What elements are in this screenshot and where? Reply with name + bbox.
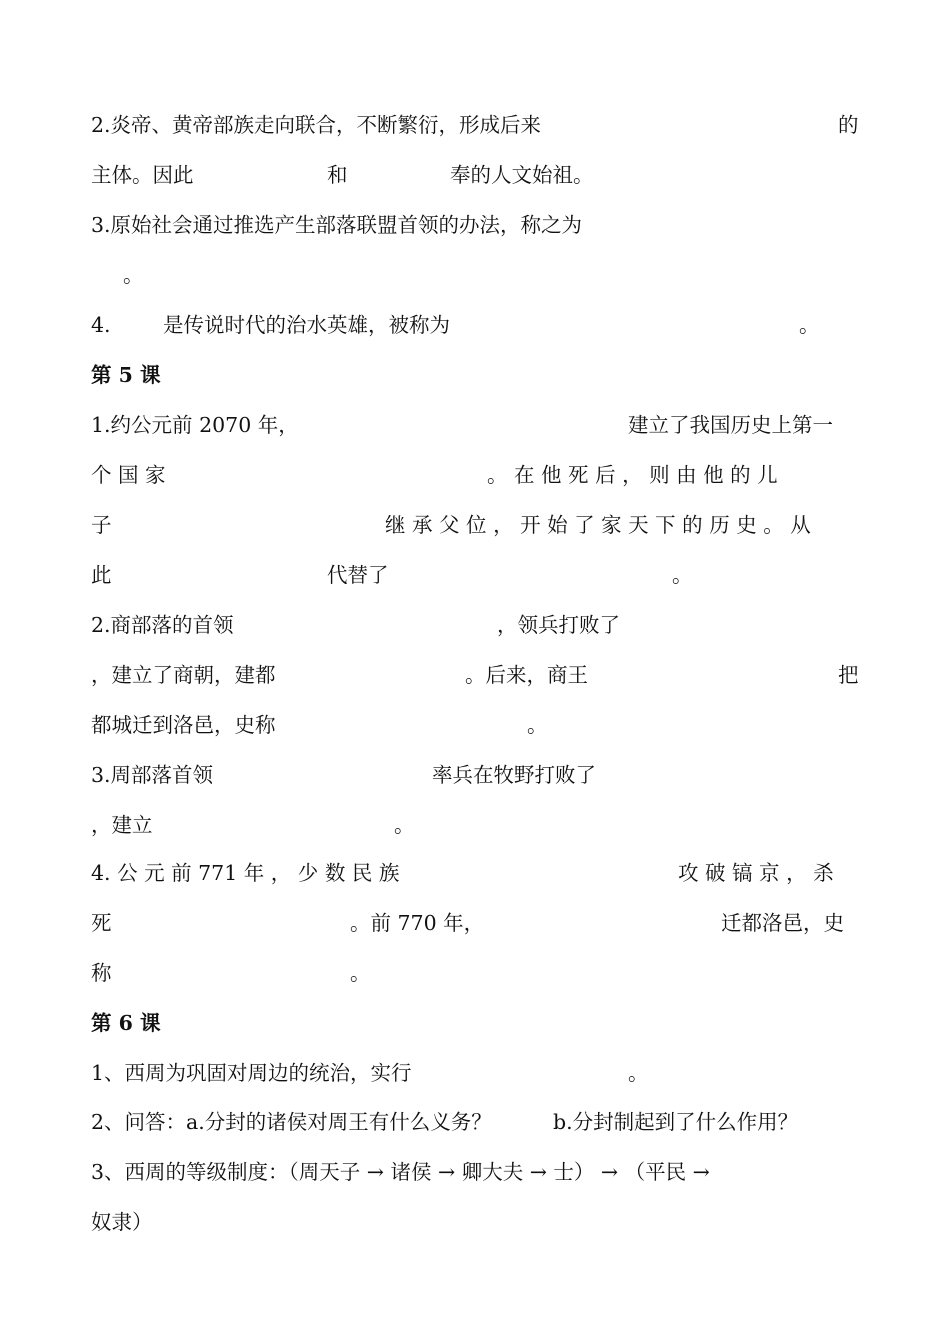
q2-line2-end: 奉的人文始祖。 [450,163,594,187]
l6-q2-text: 2、问答：a.分封的诸侯对周王有什么义务？ [91,1110,492,1134]
q3-line1-text: 3.原始社会通过推选产生部落联盟首领的办法，称之为 [91,213,583,237]
l5-q1-line2-end: 。 在 他 死 后 ， 则 由 他 的 儿 [487,463,778,487]
l5-q4-line1-text: 4. 公 元 前 771 年 ， 少 数 民 族 [91,861,400,885]
l5-q1-line3-end: 继 承 父 位 ， 开 始 了 家 天 下 的 历 史 。 从 [385,513,811,537]
q2-line1-end: 的 [838,113,859,137]
l5-q2-line3-end: 。 [527,713,548,737]
l5-q4-line1-end: 攻 破 镐 京 ， 杀 [678,861,834,885]
q4-line-end: 。 [799,313,820,337]
q4-line-text: 是传说时代的治水英雄，被称为 [163,313,450,337]
l5-q3-line1-text: 3.周部落首领 [91,763,214,787]
l5-q4-line2-text: 死 [91,911,112,935]
l5-q2-line1-end: ，领兵打败了 [497,613,620,637]
q4-number: 4. [91,313,111,337]
l5-q1-line4-end: 。 [672,563,693,587]
l6-q3-line2-text: 奴隶） [91,1210,153,1234]
l5-q2-line2-mid: 。后来，商王 [465,663,588,687]
l5-q1-line1-text: 1.约公元前 2070 年， [91,413,299,437]
q2-line2-text: 主体。因此 [91,163,194,187]
l5-q1-line4-text: 此 [91,563,112,587]
l6-q3-line1-text: 3、西周的等级制度：（周天子 → 诸侯 → 卿大夫 → 士） → （平民 → [91,1160,710,1184]
l5-q2-line2-text: ，建立了商朝，建都 [91,663,276,687]
l6-q1-end: 。 [628,1061,649,1085]
q3-line2-end: 。 [123,263,144,287]
l5-q3-line2-end: 。 [394,813,415,837]
l5-q1-line2-text: 个 国 家 [91,463,166,487]
q2-line1-text: 2.炎帝、黄帝部族走向联合，不断繁衍，形成后来 [91,113,542,137]
l5-q2-line3-text: 都城迁到洛邑，史称 [91,713,276,737]
l5-q3-line1-end: 率兵在牧野打败了 [432,763,596,787]
l5-q2-line2-end: 把 [838,663,859,687]
l5-q1-line4-mid: 代替了 [327,563,389,587]
lesson-5-heading: 第 5 课 [91,363,161,387]
q2-line2-mid: 和 [327,163,348,187]
l5-q1-line3-text: 子 [91,513,112,537]
l5-q2-line1-text: 2.商部落的首领 [91,613,234,637]
l5-q4-line2-mid: 。前 770 年， [350,911,485,935]
l6-q2-text-b: b.分封制起到了什么作用？ [553,1110,799,1134]
l5-q4-line2-end: 迁都洛邑，史 [721,911,844,935]
l5-q3-line2-text: ，建立 [91,813,153,837]
l5-q4-line3-end: 。 [350,961,371,985]
l5-q1-line1-end: 建立了我国历史上第一 [628,413,833,437]
l5-q4-line3-text: 称 [91,961,112,985]
lesson-6-heading: 第 6 课 [91,1011,161,1035]
l6-q1-text: 1、西周为巩固对周边的统治，实行 [91,1061,412,1085]
